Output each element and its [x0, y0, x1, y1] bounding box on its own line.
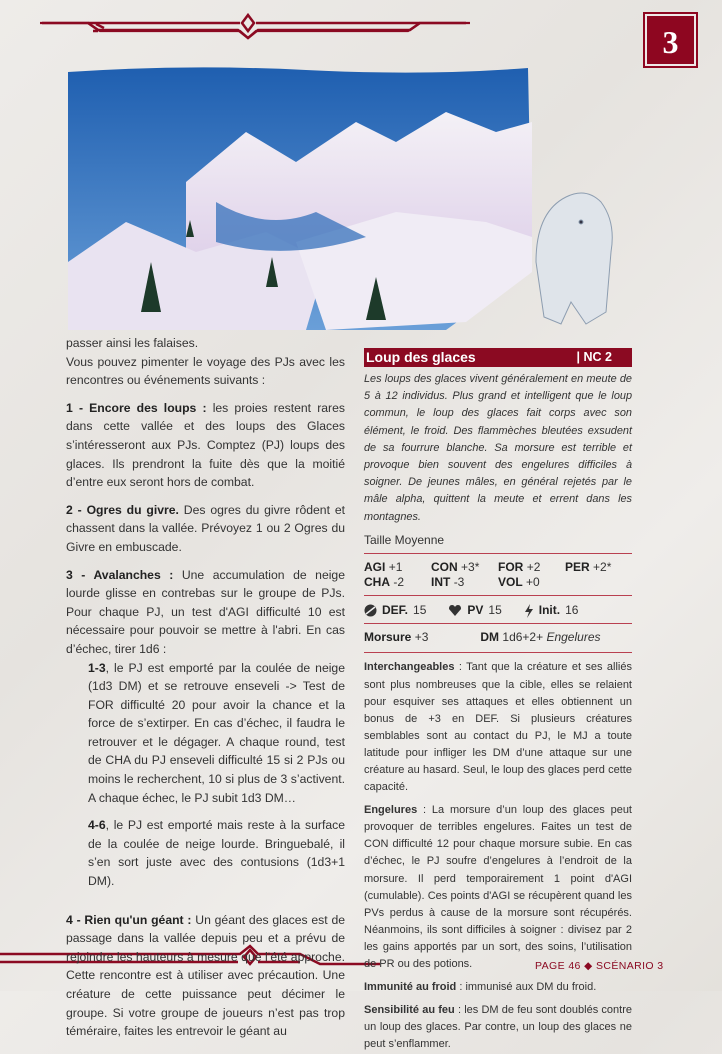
section-name: SCÉNARIO 3 — [595, 960, 664, 972]
combat-stats — [364, 596, 632, 624]
snowy-mountain-wolf-illustration — [66, 62, 626, 337]
ability: Engelures : La morsure d’un loup des glaces peut provoquer de terribles engelures. Faites un test de CON difficulté 12 pour chaque morsure subie. En cas d’échec, le PJ soufre d’engelures à l’endroit de la morsure. Il perd temporairement 1 point d'AGI (cumulable). Ces points d'AGI se récupèrent quand les PVs perdus à cause de la morsure sont récupérés. Néanmoins, ils sont difficiles à soigner : divisez par 2 les gains apportés par un sort, des soins, l’utilisation de PR ou des potions. — [364, 804, 632, 971]
ability: Interchangeables : Tant que la créature et ses alliés sont plus nombreuses que la cible, elles se relaient pour esquiver ses attaques et elles obtiennent un bonus de +3 en DEF. Si plusieurs créatures semblables sont au contact du PJ, le MJ a toute latitude pour infliger les DM d’une attaque sur une créature au hasard. Seul, le loup des glaces perd cette capacité. — [364, 661, 632, 794]
page-footer — [535, 960, 664, 972]
attack-line: Morsure +3 DM 1d6+2+ Engelures — [364, 624, 632, 653]
result-4-6: 4-6, le PJ est emporté mais reste à la surface de la coulée de neige lourde. Bringuebalé, il s’en sort juste avec des contusions (1d3+1 DM). — [88, 818, 345, 889]
initiative: Init. 16 — [524, 602, 579, 619]
shield-icon — [364, 604, 377, 617]
creature-name: Loup des glaces — [366, 349, 476, 365]
lightning-icon — [524, 604, 534, 618]
encounter-2: 2 - Ogres du givre. Des ogres du givre rôdent et chassent dans la vallée. Prévoyez 1 ou 2 Ogres du Givre en embuscade. — [66, 502, 345, 554]
ability: Immunité au froid : immunisé aux DM du froid. — [364, 981, 597, 994]
stat-for: FOR +2 — [498, 560, 541, 575]
diamond-icon: ◆ — [584, 960, 593, 972]
stat-vol: VOL +0 — [498, 575, 540, 590]
heart-icon — [448, 604, 462, 617]
creature-description: Les loups des glaces vivent généralement en meute de 5 à 12 individus. Plus grand et intelligent que le loup commun, le loup des glaces fait corps avec son élément, le froid. Des flammèches bleutées exsudent de sa fourrure blanche. Sa morsure est terrible et provoque bien souvent des engelures difficiles à soigner. De jeunes mâles, en général rejetés par le mâle alpha, quittent la meute et errent dans les montagnes. — [364, 373, 632, 523]
paragraph: Vous pouvez pimenter le voyage des PJs avec les rencontres ou événements suivants : — [66, 354, 345, 388]
encounter-3: 3 - Avalanches : Une accumulation de neige lourde glisse en contrebas sur le groupe de PJs. Pour chaque PJ, un test d'AGI difficulté 10 est nécessaire pour pouvoir se mettre à l'abri. En cas d’échec, tirer 1d6 : — [66, 567, 345, 656]
creature-level: | NC 2 — [576, 350, 612, 364]
result-1-3: 1-3, le PJ est emporté par la coulée de neige (1d3 DM) et se retrouve enseveli -> Test de FOR difficulté 20 pour avoir la chance et la force de s’extirper. En cas d’échec, il faudra le retrouver et le dégager. A chaque round, test de CHA du PJ enseveli difficulté 15 si 2 PJs ou moins le recherchent, 10 si plus de 3 s’activent. A chaque échec, le PJ subit 1d3 DM… — [88, 660, 345, 805]
defense: DEF. 15 — [364, 602, 426, 619]
paragraph: passer ainsi les falaises. — [66, 336, 199, 350]
creature-stat-block — [364, 348, 632, 1054]
attribute-grid — [364, 554, 632, 596]
hit-points: PV 15 — [448, 602, 501, 619]
chapter-number-badge: 3 — [645, 14, 696, 66]
creature-header — [364, 348, 632, 367]
ability: Sensibilité au feu : les DM de feu sont doublés contre un loup des glaces. Par contre, un loup des glaces ne peut s’enflammer. — [364, 1004, 632, 1051]
ice-wolf — [536, 193, 612, 324]
page-number: PAGE 46 — [535, 960, 581, 972]
left-column — [66, 334, 345, 1050]
creature-size: Taille Moyenne — [364, 532, 632, 554]
stat-cha: CHA -2 — [364, 575, 405, 590]
stat-int: INT -3 — [431, 575, 465, 590]
stat-per: PER +2* — [565, 560, 612, 575]
stat-con: CON +3* — [431, 560, 480, 575]
encounter-1: 1 - Encore des loups : les proies restent rares dans cette vallée et des loups des Glaces s’intéresseront aux PJs. Comptez (PJ) loups des glaces. Ils prendront la fuite dès que la moitié d’entre eux seront hors de combat. — [66, 400, 345, 490]
stat-agi: AGI +1 — [364, 560, 403, 575]
encounter-4: 4 - Rien qu'un géant : Un géant des glaces est de passage dans la vallée depuis peu et a prévu de rejoindre les hauteurs à mesure que l’été approche. Cette rencontre est à utiliser avec précaution. Une créature de cette puissance peut décimer le groupe. Si votre groupe de joueurs n’est pas trop téméraire, faites les entrevoir le géant au — [66, 912, 346, 1039]
